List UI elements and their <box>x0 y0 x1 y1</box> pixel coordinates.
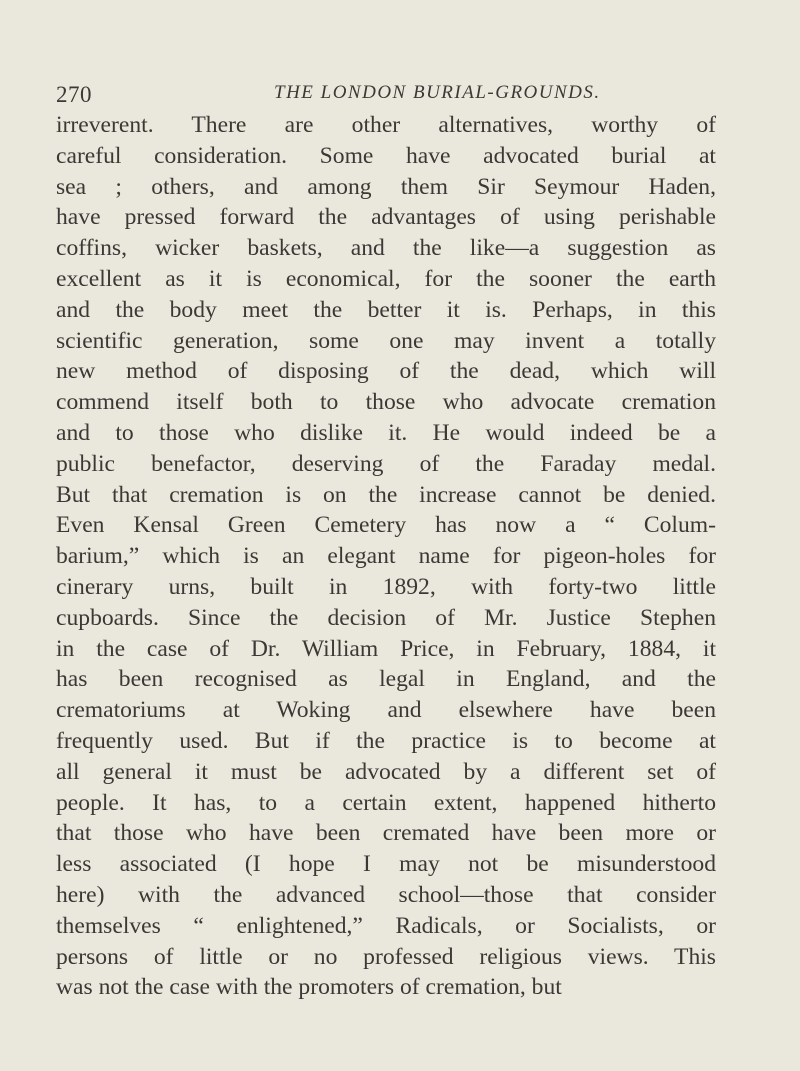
text-line: Even Kensal Green Cemetery has now a “ Colum- <box>56 512 716 539</box>
text-line: excellent as it is economical, for the sooner the earth <box>56 265 716 292</box>
text-line: in the case of Dr. William Price, in February, 1884, it <box>56 635 716 662</box>
text-line: cinerary urns, built in 1892, with forty-two little <box>56 573 716 600</box>
text-line: here) with the advanced school—those that consider <box>56 881 716 908</box>
text-line: sea ; others, and among them Sir Seymour Haden, <box>56 173 716 200</box>
text-line: have pressed forward the advantages of using perishable <box>56 204 716 231</box>
text-line: themselves “ enlightened,” Radicals, or Socialists, or <box>56 912 716 939</box>
text-line: less associated (I hope I may not be misunderstood <box>56 851 716 878</box>
text-line: But that cremation is on the increase cannot be denied. <box>56 481 716 508</box>
text-line: careful consideration. Some have advocated burial at <box>56 142 716 169</box>
text-line: and to those who dislike it. He would indeed be a <box>56 419 716 446</box>
text-line: frequently used. But if the practice is to become at <box>56 727 716 754</box>
text-line: irreverent. There are other alternatives, worthy of <box>56 112 716 138</box>
text-line: people. It has, to a certain extent, happened hitherto <box>56 789 716 816</box>
text-line: crematoriums at Woking and elsewhere have been <box>56 697 716 724</box>
text-line: that those who have been cremated have been more or <box>56 820 716 847</box>
text-line: commend itself both to those who advocate cremation <box>56 389 716 416</box>
text-line: scientific generation, some one may invent a totally <box>56 327 716 354</box>
text-line: coffins, wicker baskets, and the like—a suggestion as <box>56 235 716 262</box>
text-line: persons of little or no professed religious views. This <box>56 943 716 970</box>
text-line: cupboards. Since the decision of Mr. Justice Stephen <box>56 604 716 631</box>
text-line: new method of disposing of the dead, which will <box>56 358 716 385</box>
text-line: all general it must be advocated by a different set of <box>56 758 716 785</box>
text-line: public benefactor, deserving of the Faraday medal. <box>56 450 716 477</box>
text-line: barium,” which is an elegant name for pigeon-holes for <box>56 543 716 570</box>
text-line: has been recognised as legal in England, and the <box>56 666 716 693</box>
running-head <box>56 70 716 110</box>
running-title: THE LONDON BURIAL-GROUNDS. <box>274 82 601 103</box>
text-line: and the body meet the better it is. Perhaps, in this <box>56 296 716 323</box>
page-number: 270 <box>56 82 92 107</box>
body-text <box>56 110 716 1003</box>
text-line: was not the case with the promoters of cremation, but <box>56 974 562 1001</box>
